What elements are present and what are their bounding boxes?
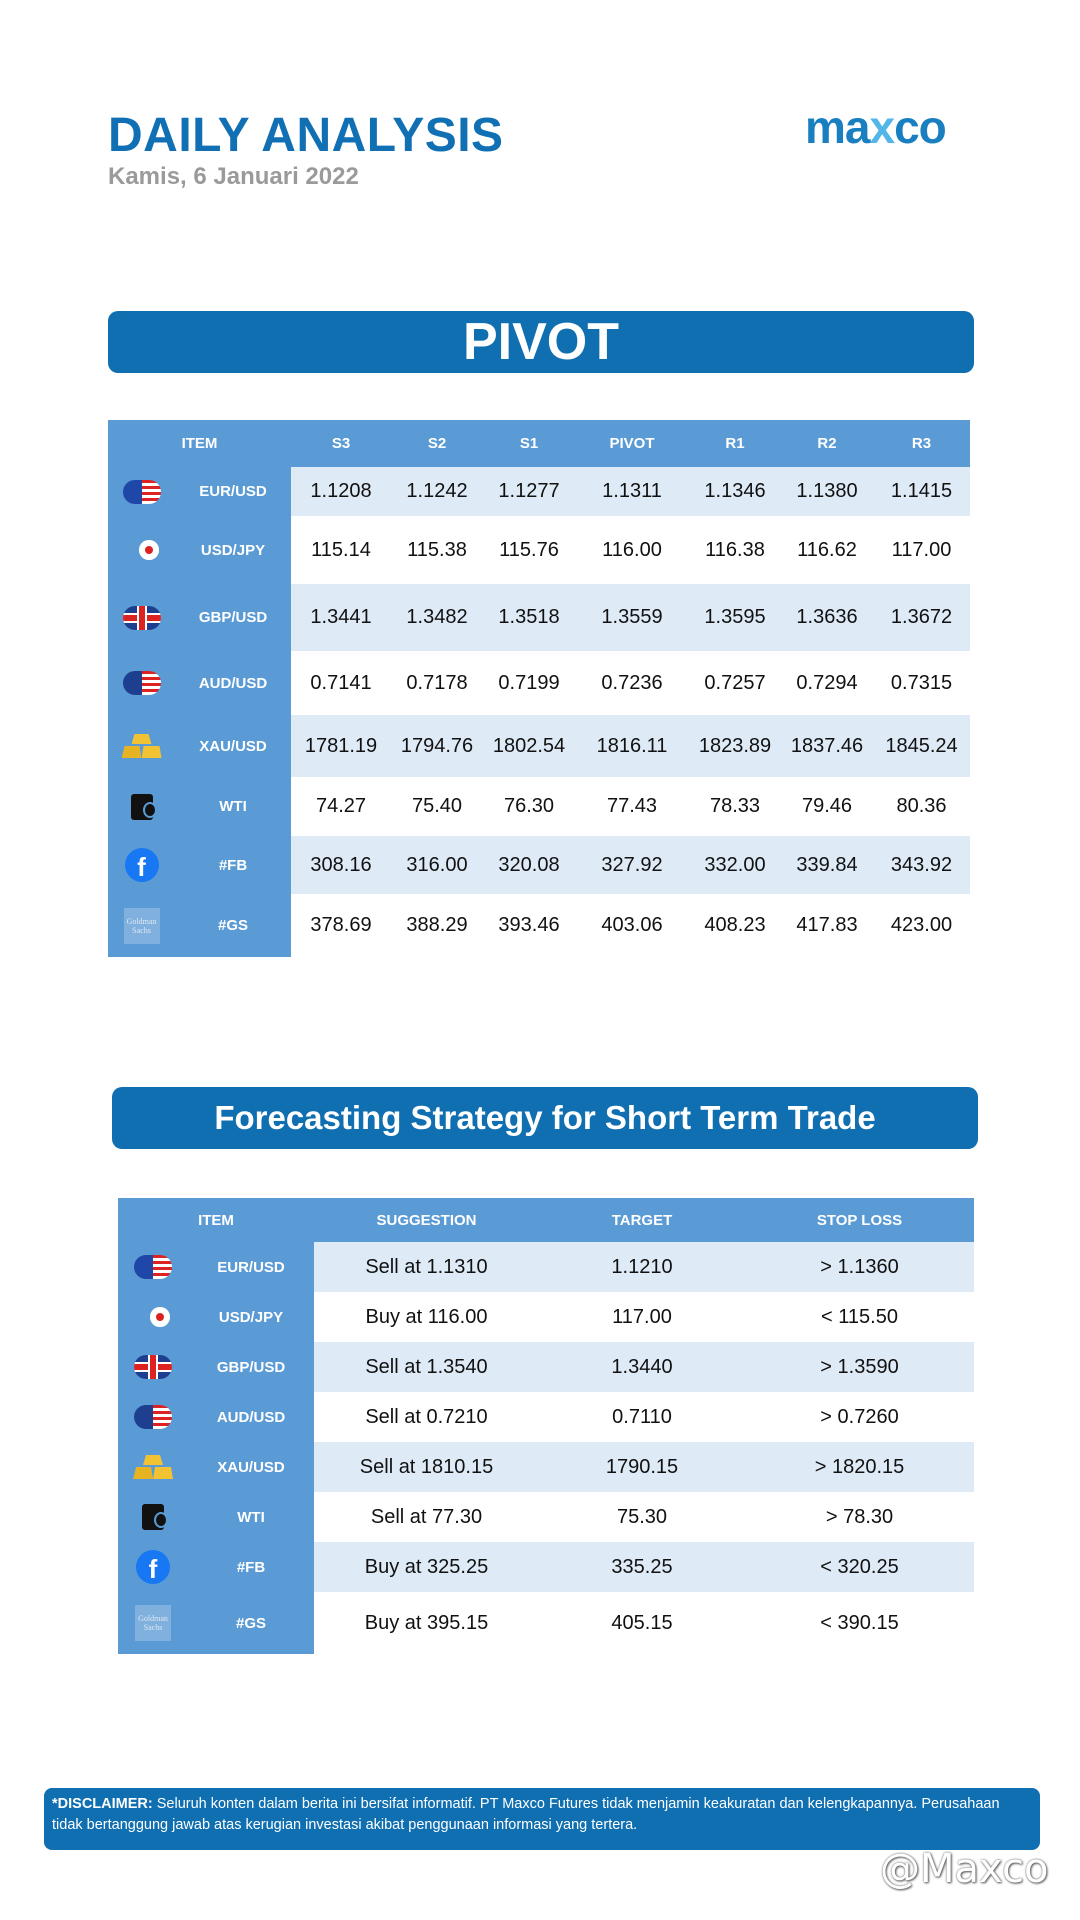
- pivot-cell-r1: 408.23: [689, 894, 781, 957]
- pivot-icon-cell: [108, 651, 175, 715]
- pivot-cell-s3: 1.1208: [291, 467, 391, 516]
- pivot-cell-r3: 0.7315: [873, 651, 970, 715]
- forecast-cell-target: 117.00: [539, 1292, 745, 1342]
- oil-barrel-icon: [131, 794, 153, 820]
- pivot-banner: PIVOT: [108, 311, 974, 373]
- forecast-cell-stop-loss: > 0.7260: [745, 1392, 974, 1442]
- forecast-cell-suggestion: Sell at 1.1310: [314, 1242, 539, 1292]
- forecast-cell-suggestion: Sell at 1810.15: [314, 1442, 539, 1492]
- pivot-cell-r3: 343.92: [873, 836, 970, 894]
- pivot-row-fb: [108, 836, 970, 894]
- forecast-cell-stop-loss: < 390.15: [745, 1592, 974, 1654]
- pivot-cell-s1: 0.7199: [483, 651, 575, 715]
- pivot-cell-s2: 388.29: [391, 894, 483, 957]
- forecast-cell-stop-loss: < 115.50: [745, 1292, 974, 1342]
- pivot-cell-s3: 308.16: [291, 836, 391, 894]
- maxco-logo: [805, 100, 946, 154]
- gold-bars-icon: [122, 734, 162, 758]
- disclaimer-text: Seluruh konten dalam berita ini bersifat informatif. PT Maxco Futures tidak menjamin keakuratan dan kelengkapannya. Perusahaan tidak bertanggung jawab atas kerugian investasi akibat penggunaan informasi yang tertera.: [52, 1796, 1000, 1833]
- forecast-col-stop-loss: STOP LOSS: [745, 1198, 974, 1242]
- pivot-cell-pivot: 1.1311: [575, 467, 689, 516]
- pivot-col-r2: R2: [781, 420, 873, 467]
- pivot-col-pivot: PIVOT: [575, 420, 689, 467]
- eu-us-flag-icon: [134, 1255, 172, 1279]
- forecast-icon-cell: [118, 1392, 188, 1442]
- forecast-table: [118, 1198, 974, 1654]
- pivot-cell-pivot: 116.00: [575, 516, 689, 584]
- pivot-item-label: #FB: [175, 836, 291, 894]
- pivot-cell-s1: 115.76: [483, 516, 575, 584]
- pivot-cell-s3: 1781.19: [291, 715, 391, 777]
- forecast-body: [118, 1242, 974, 1654]
- pivot-icon-cell: [108, 836, 175, 894]
- pivot-cell-r3: 1845.24: [873, 715, 970, 777]
- pivot-item-label: WTI: [175, 777, 291, 836]
- pivot-cell-s3: 115.14: [291, 516, 391, 584]
- pivot-cell-s3: 74.27: [291, 777, 391, 836]
- pivot-cell-r2: 1.3636: [781, 584, 873, 651]
- pivot-icon-cell: [108, 894, 175, 957]
- forecast-cell-suggestion: Sell at 0.7210: [314, 1392, 539, 1442]
- pivot-cell-r1: 116.38: [689, 516, 781, 584]
- logo-text-x: x: [869, 101, 895, 153]
- pivot-cell-s2: 1794.76: [391, 715, 483, 777]
- pivot-cell-r3: 423.00: [873, 894, 970, 957]
- pivot-cell-r1: 1.1346: [689, 467, 781, 516]
- gold-bars-icon: [133, 1455, 173, 1479]
- forecast-item-label: #FB: [188, 1542, 314, 1592]
- logo-text-right: co: [894, 101, 946, 153]
- us-jp-flag-icon: [123, 538, 161, 562]
- forecast-icon-cell: [118, 1442, 188, 1492]
- pivot-item-label: AUD/USD: [175, 651, 291, 715]
- pivot-item-label: GBP/USD: [175, 584, 291, 651]
- forecast-item-label: XAU/USD: [188, 1442, 314, 1492]
- gb-us-flag-icon: [134, 1355, 172, 1379]
- forecast-cell-target: 335.25: [539, 1542, 745, 1592]
- pivot-row-eur-usd: [108, 467, 970, 516]
- forecast-cell-target: 405.15: [539, 1592, 745, 1654]
- forecast-cell-target: 75.30: [539, 1492, 745, 1542]
- forecast-icon-cell: [118, 1292, 188, 1342]
- pivot-cell-r2: 0.7294: [781, 651, 873, 715]
- forecast-cell-target: 1790.15: [539, 1442, 745, 1492]
- forecast-row-gbp-usd: [118, 1342, 974, 1392]
- forecast-cell-target: 1.1210: [539, 1242, 745, 1292]
- forecast-col-item: ITEM: [118, 1198, 314, 1242]
- pivot-body: [108, 467, 970, 957]
- forecast-item-label: USD/JPY: [188, 1292, 314, 1342]
- forecast-cell-stop-loss: < 320.25: [745, 1542, 974, 1592]
- pivot-cell-s2: 316.00: [391, 836, 483, 894]
- pivot-cell-s3: 1.3441: [291, 584, 391, 651]
- pivot-item-label: USD/JPY: [175, 516, 291, 584]
- forecast-cell-suggestion: Buy at 116.00: [314, 1292, 539, 1342]
- page-title: DAILY ANALYSIS: [108, 109, 504, 162]
- pivot-cell-s3: 378.69: [291, 894, 391, 957]
- forecast-cell-stop-loss: > 1820.15: [745, 1442, 974, 1492]
- pivot-cell-pivot: 1816.11: [575, 715, 689, 777]
- pivot-cell-r2: 116.62: [781, 516, 873, 584]
- forecast-banner: Forecasting Strategy for Short Term Trade: [112, 1087, 978, 1149]
- pivot-cell-pivot: 77.43: [575, 777, 689, 836]
- forecast-cell-suggestion: Buy at 395.15: [314, 1592, 539, 1654]
- pivot-item-label: XAU/USD: [175, 715, 291, 777]
- au-us-flag-icon: [123, 671, 161, 695]
- forecast-icon-cell: [118, 1542, 188, 1592]
- pivot-icon-cell: [108, 584, 175, 651]
- forecast-cell-stop-loss: > 78.30: [745, 1492, 974, 1542]
- gb-us-flag-icon: [123, 606, 161, 630]
- pivot-icon-cell: [108, 467, 175, 516]
- forecast-cell-stop-loss: > 1.3590: [745, 1342, 974, 1392]
- pivot-row-aud-usd: [108, 651, 970, 715]
- forecast-cell-target: 0.7110: [539, 1392, 745, 1442]
- forecast-icon-cell: [118, 1342, 188, 1392]
- eu-us-flag-icon: [123, 480, 161, 504]
- pivot-icon-cell: [108, 715, 175, 777]
- pivot-cell-r2: 1837.46: [781, 715, 873, 777]
- pivot-row-xau-usd: [108, 715, 970, 777]
- pivot-cell-s1: 320.08: [483, 836, 575, 894]
- pivot-cell-r1: 0.7257: [689, 651, 781, 715]
- pivot-header-row: [108, 420, 970, 467]
- pivot-cell-r1: 1823.89: [689, 715, 781, 777]
- forecast-row-wti: [118, 1492, 974, 1542]
- facebook-icon: f: [136, 1550, 170, 1584]
- forecast-row-eur-usd: [118, 1242, 974, 1292]
- forecast-row-xau-usd: [118, 1442, 974, 1492]
- forecast-col-target: TARGET: [539, 1198, 745, 1242]
- forecast-row-aud-usd: [118, 1392, 974, 1442]
- pivot-cell-r1: 1.3595: [689, 584, 781, 651]
- forecast-icon-cell: [118, 1492, 188, 1542]
- pivot-cell-r2: 339.84: [781, 836, 873, 894]
- pivot-cell-r1: 78.33: [689, 777, 781, 836]
- pivot-cell-s2: 1.3482: [391, 584, 483, 651]
- logo-text-left: ma: [805, 101, 870, 153]
- pivot-icon-cell: [108, 777, 175, 836]
- forecast-item-label: EUR/USD: [188, 1242, 314, 1292]
- pivot-cell-s1: 393.46: [483, 894, 575, 957]
- pivot-col-r1: R1: [689, 420, 781, 467]
- pivot-cell-pivot: 403.06: [575, 894, 689, 957]
- page-date: Kamis, 6 Januari 2022: [108, 163, 359, 190]
- pivot-cell-s2: 115.38: [391, 516, 483, 584]
- disclaimer-label: *DISCLAIMER:: [52, 1796, 153, 1812]
- forecast-cell-target: 1.3440: [539, 1342, 745, 1392]
- pivot-cell-s1: 1802.54: [483, 715, 575, 777]
- forecast-row-fb: [118, 1542, 974, 1592]
- pivot-cell-r2: 417.83: [781, 894, 873, 957]
- pivot-cell-pivot: 327.92: [575, 836, 689, 894]
- forecast-cell-suggestion: Buy at 325.25: [314, 1542, 539, 1592]
- pivot-item-label: EUR/USD: [175, 467, 291, 516]
- pivot-icon-cell: [108, 516, 175, 584]
- pivot-cell-r3: 1.1415: [873, 467, 970, 516]
- pivot-cell-s2: 1.1242: [391, 467, 483, 516]
- forecast-item-label: GBP/USD: [188, 1342, 314, 1392]
- pivot-cell-s1: 1.3518: [483, 584, 575, 651]
- pivot-col-s3: S3: [291, 420, 391, 467]
- forecast-item-label: AUD/USD: [188, 1392, 314, 1442]
- pivot-row-gs: [108, 894, 970, 957]
- forecast-item-label: #GS: [188, 1592, 314, 1654]
- goldman-sachs-icon: Goldman Sachs: [124, 908, 160, 944]
- forecast-cell-suggestion: Sell at 77.30: [314, 1492, 539, 1542]
- pivot-cell-r3: 80.36: [873, 777, 970, 836]
- forecast-cell-suggestion: Sell at 1.3540: [314, 1342, 539, 1392]
- pivot-row-gbp-usd: [108, 584, 970, 651]
- pivot-item-label: #GS: [175, 894, 291, 957]
- forecast-item-label: WTI: [188, 1492, 314, 1542]
- pivot-cell-r2: 79.46: [781, 777, 873, 836]
- forecast-row-usd-jpy: [118, 1292, 974, 1342]
- pivot-cell-pivot: 0.7236: [575, 651, 689, 715]
- pivot-col-item: ITEM: [108, 420, 291, 467]
- pivot-cell-s2: 75.40: [391, 777, 483, 836]
- forecast-row-gs: [118, 1592, 974, 1654]
- pivot-table: [108, 420, 970, 957]
- forecast-col-suggestion: SUGGESTION: [314, 1198, 539, 1242]
- pivot-cell-r1: 332.00: [689, 836, 781, 894]
- pivot-cell-s1: 76.30: [483, 777, 575, 836]
- forecast-icon-cell: [118, 1592, 188, 1654]
- pivot-col-r3: R3: [873, 420, 970, 467]
- us-jp-flag-icon: [134, 1305, 172, 1329]
- forecast-header-row: [118, 1198, 974, 1242]
- watermark: @Maxco: [880, 1846, 1049, 1892]
- disclaimer-box: [44, 1788, 1040, 1850]
- pivot-cell-s2: 0.7178: [391, 651, 483, 715]
- pivot-row-wti: [108, 777, 970, 836]
- pivot-row-usd-jpy: [108, 516, 970, 584]
- forecast-icon-cell: [118, 1242, 188, 1292]
- pivot-cell-r2: 1.1380: [781, 467, 873, 516]
- pivot-cell-s3: 0.7141: [291, 651, 391, 715]
- facebook-icon: f: [125, 848, 159, 882]
- pivot-cell-r3: 117.00: [873, 516, 970, 584]
- au-us-flag-icon: [134, 1405, 172, 1429]
- pivot-cell-s1: 1.1277: [483, 467, 575, 516]
- pivot-cell-r3: 1.3672: [873, 584, 970, 651]
- oil-barrel-icon: [142, 1504, 164, 1530]
- pivot-cell-pivot: 1.3559: [575, 584, 689, 651]
- forecast-cell-stop-loss: > 1.1360: [745, 1242, 974, 1292]
- goldman-sachs-icon: Goldman Sachs: [135, 1605, 171, 1641]
- pivot-col-s2: S2: [391, 420, 483, 467]
- pivot-col-s1: S1: [483, 420, 575, 467]
